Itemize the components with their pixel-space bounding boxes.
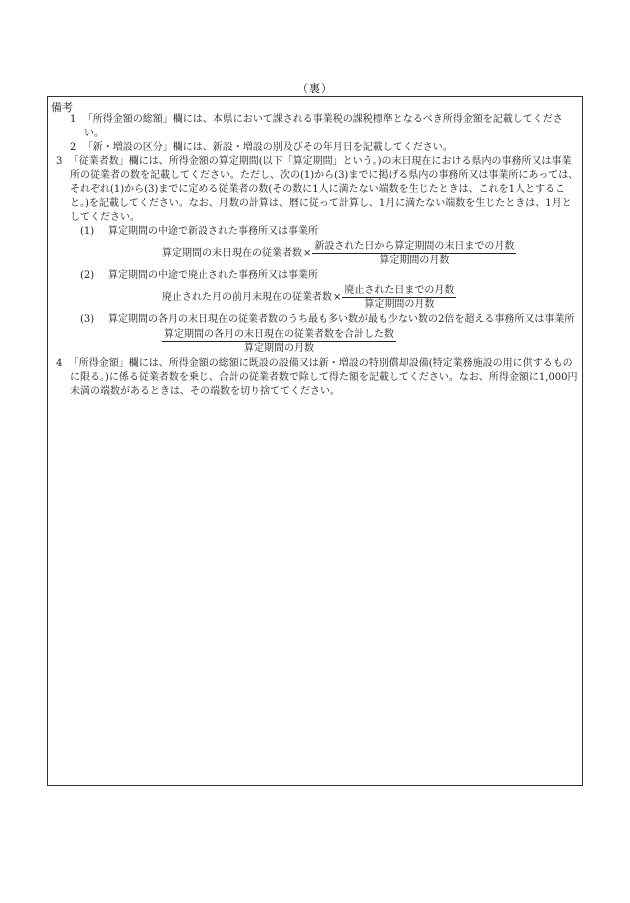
- note-item-1-number: 1: [70, 114, 77, 125]
- subitem-1-times-sign: ×: [303, 247, 312, 259]
- subitem-2-numerator: 廃止された日までの月数: [344, 285, 455, 296]
- subitem-1-formula: [162, 240, 580, 267]
- subitem-3: [80, 313, 580, 355]
- subitem-1-denominator: 算定期間の月数: [379, 255, 450, 266]
- note-item-2-number: 2: [70, 142, 77, 153]
- subitem-3-fraction: [162, 328, 396, 355]
- subitem-2-formula: [162, 284, 580, 311]
- note-item-2: [70, 141, 580, 155]
- page-header: （裏）: [297, 82, 333, 95]
- note-item-2-text: 「新・増設の区分」欄には、新設・増設の別及びその年月日を記載してください。: [82, 142, 453, 153]
- subitem-1-number: (1): [80, 226, 95, 237]
- notes-content: [56, 113, 580, 399]
- subitem-3-numerator: 算定期間の各月の末日現在の従業者数を合計した数: [164, 329, 394, 340]
- subitem-1: [80, 225, 580, 267]
- note-item-3: [56, 155, 580, 225]
- subitem-1-text: 算定期間の中途で新設された事務所又は事業所: [108, 226, 318, 237]
- subitem-3-denominator: 算定期間の月数: [244, 343, 314, 354]
- subitem-2-text: 算定期間の中途で廃止された事務所又は事業所: [108, 270, 318, 281]
- note-item-3-text: 「従業者数」欄には、所得金額の算定期間(以下「算定期間」という。)の末日現在における県内の事務所又は事業所の従業者の数を記載してください。ただし、次の(1)から(3)までに掲げる県内の事務所又は事業所にあっては、それぞれ(1)から(3)までに定める従業者の数(その数に1人に満たない端数を生じたときは、これを1人とすること。)を記載してください。なお、月数の計算は、暦に従って計算し、1月に満たない端数を生じたときは、1月としてください。: [68, 156, 579, 223]
- subitem-1-formula-lhs: 算定期間の末日現在の従業者数: [162, 247, 302, 259]
- note-item-4: [56, 357, 580, 399]
- note-item-4-number: 4: [56, 358, 63, 369]
- subitem-2-fraction: [342, 284, 456, 311]
- notes-frame: [47, 96, 583, 786]
- note-item-3-number: 3: [56, 156, 63, 167]
- note-item-1-text: 「所得金額の総額」欄には、本県において課される事業税の課税標準となるべき所得金額を記載してください。: [82, 114, 563, 139]
- subitem-2-formula-lhs: 廃止された月の前月末現在の従業者数: [162, 291, 332, 303]
- subitem-1-fraction: [312, 240, 516, 267]
- subitem-3-text: 算定期間の各月の末日現在の従業者数のうち最も多い数が最も少ない数の2倍を超える事務所又は事業所: [108, 314, 575, 325]
- note-item-1: [70, 113, 580, 141]
- subitem-2: [80, 269, 580, 311]
- subitem-2-denominator: 算定期間の月数: [364, 299, 435, 310]
- notes-title: 備考: [51, 101, 73, 114]
- note-item-4-text: 「所得金額」欄には、所得金額の総額に既設の設備又は新・増設の特別償却設備(特定業務施設の用に供するものに限る。)に係る従業者数を乗じ、合計の従業者数で除して得た額を記載してください。なお、所得金額に1,000円未満の端数があるときは、その端数を切り捨ててください。: [68, 358, 578, 397]
- subitem-1-numerator: 新設された日から算定期間の末日までの月数: [314, 241, 515, 252]
- subitem-3-number: (3): [80, 314, 95, 325]
- subitem-3-formula: [162, 328, 580, 355]
- subitem-2-times-sign: ×: [333, 291, 342, 303]
- subitem-2-number: (2): [80, 270, 95, 281]
